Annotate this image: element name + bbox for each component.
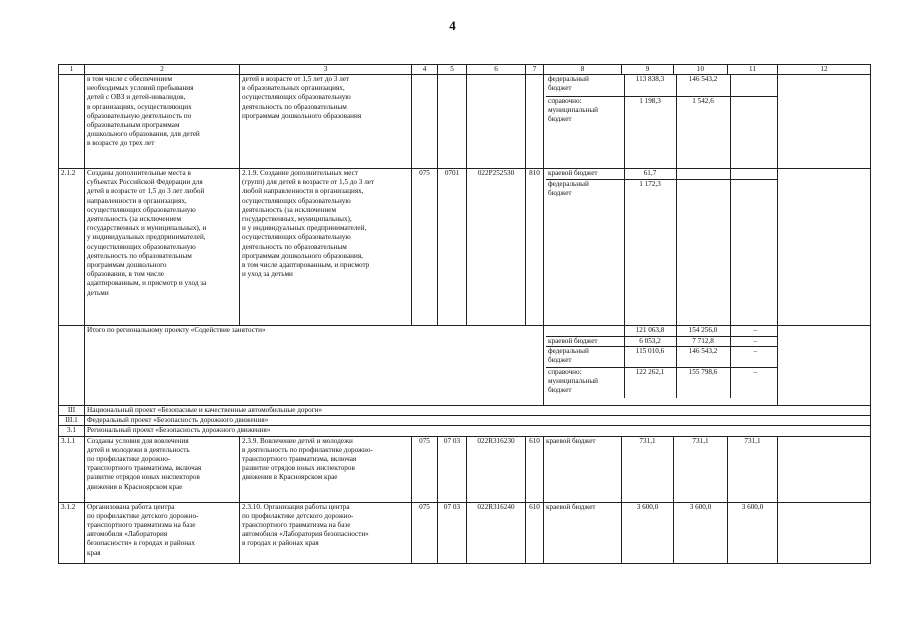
funding-row [546, 75, 778, 96]
col-header: 4 [412, 65, 438, 75]
value-cell: 115 010,6 [624, 346, 676, 367]
funding-block [544, 326, 778, 406]
col-header: 9 [622, 65, 674, 75]
value-cell [730, 179, 778, 325]
note-cell [778, 169, 871, 326]
activity-cell: детей в возрасте от 1,5 лет до 3 лет в образовательных организациях, осуществляющих образовательную деятельность по образовательным программам дошкольного образования [240, 75, 412, 169]
code-cell: 610 [526, 436, 544, 502]
result-cell: Созданы дополнительные места в субъектах Российской Федерации для детей в возрасте от 1,5 до 3 лет любой направленности в организациях, осуществляющих образовательную деятельность (за исключением государственных и муниципальных), и у индивидуальных предпринимателей, осуществляющих образовательную деятельность по образовательным программам дошкольного образования, в том числе адаптированным, и присмотр и уход за детьми [85, 169, 240, 326]
funding-block [544, 169, 778, 326]
result-cell: Организована работа центра по профилактике детского дорожно- транспортного травматизма на базе автомобиля «Лаборатория безопасности» в городах и районах края [85, 502, 240, 563]
value-cell [730, 96, 778, 168]
value-cell: 155 798,6 [676, 367, 730, 398]
note-cell [778, 436, 871, 502]
value-cell [676, 179, 730, 325]
table-row [59, 75, 871, 169]
row-number: 2.1.2 [59, 169, 85, 326]
code-cell [526, 75, 544, 169]
funding-source: справочно: муниципальный бюджет [546, 96, 624, 168]
col-header: 6 [467, 65, 526, 75]
row-number-cell [59, 326, 85, 406]
funding-source: краевой бюджет [544, 436, 622, 502]
code-cell: 022R316230 [467, 436, 526, 502]
col-header: 7 [526, 65, 544, 75]
section-number: 3.1 [59, 426, 85, 436]
value-cell: 113 838,3 [624, 75, 676, 96]
table-row [59, 436, 871, 502]
value-cell: – [730, 346, 778, 367]
code-cell: 075 [412, 436, 438, 502]
table-row [59, 169, 871, 326]
value-cell: 61,7 [624, 169, 676, 179]
value-cell: 731,1 [674, 436, 728, 502]
code-cell [467, 75, 526, 169]
col-header: 12 [778, 65, 871, 75]
col-header: 5 [438, 65, 467, 75]
col-header: 10 [674, 65, 728, 75]
result-cell: в том числе с обеспечением необходимых условий пребывания детей с ОВЗ и детей-инвалидов, в организациях, осуществляющих образовательную деятельность по образовательным программам дошкольного образования, для детей в возрасте до трех лет [85, 75, 240, 169]
section-number: III [59, 406, 85, 416]
value-cell: 146 543,2 [676, 346, 730, 367]
funding-row [546, 326, 778, 336]
code-cell: 0701 [438, 169, 467, 326]
section-title: Национальный проект «Безопасные и качественные автомобильные дороги» [85, 406, 871, 416]
funding-source: краевой бюджет [546, 336, 624, 346]
funding-row [546, 169, 778, 179]
row-number-cell [59, 75, 85, 169]
value-cell: 731,1 [728, 436, 778, 502]
col-header: 2 [85, 65, 240, 75]
funding-row [546, 336, 778, 346]
funding-row [546, 96, 778, 168]
header-row [59, 65, 871, 75]
value-cell: 731,1 [622, 436, 674, 502]
col-header: 11 [728, 65, 778, 75]
code-cell: 075 [412, 502, 438, 563]
funding-row [546, 346, 778, 367]
row-number: 3.1.2 [59, 502, 85, 563]
value-cell: 6 053,2 [624, 336, 676, 346]
section-title: Региональный проект «Безопасность дорожного движения» [85, 426, 871, 436]
value-cell: 3 600,0 [622, 502, 674, 563]
value-cell: – [753, 326, 758, 334]
funding-source: справочно: муниципальный бюджет [546, 367, 624, 398]
value-cell: 146 543,2 [676, 75, 730, 96]
activity-cell: 2.1.9. Создание дополнительных мест (групп) для детей в возрасте от 1,5 до 3 лет любой направленности в организациях, осуществляющих образовательную деятельность (за исключением государственных, муниципальных), и у индивидуальных предпринимателей, осуществляющих образовательную деятельность по образовательным программам дошкольного образования, в том числе адаптированным, и присмотр и уход за детьми [240, 169, 412, 326]
funding-row [546, 179, 778, 325]
code-cell: 810 [526, 169, 544, 326]
code-cell: 022R316240 [467, 502, 526, 563]
note-cell [778, 75, 871, 169]
value-cell [730, 169, 778, 179]
value-cell: – [730, 336, 778, 346]
funding-source: федеральный бюджет [546, 179, 624, 325]
value-cell: 3 600,0 [674, 502, 728, 563]
program-table [58, 64, 871, 564]
total-row [59, 326, 871, 406]
code-cell: 610 [526, 502, 544, 563]
total-label: Итого по региональному проекту «Содействие занятости» [85, 326, 544, 406]
value-cell: 1 198,3 [624, 96, 676, 168]
funding-source: краевой бюджет [544, 502, 622, 563]
note-cell [778, 502, 871, 563]
code-cell: 07 03 [438, 502, 467, 563]
value-cell: 7 712,8 [676, 336, 730, 346]
value-cell [730, 75, 778, 96]
funding-block [544, 75, 778, 169]
code-cell: 07 03 [438, 436, 467, 502]
section-row [59, 416, 871, 426]
funding-source: федеральный бюджет [546, 346, 624, 367]
funding-source: краевой бюджет [546, 169, 624, 179]
col-header: 1 [59, 65, 85, 75]
value-cell: 1 172,3 [624, 179, 676, 325]
page-number: 4 [449, 18, 456, 33]
row-number: 3.1.1 [59, 436, 85, 502]
note-cell [778, 326, 871, 406]
activity-cell: 2.3.10. Организация работы центра по профилактике детского дорожно- транспортного травматизма на базе автомобиля «Лаборатория безопасности» в городах и районах края [240, 502, 412, 563]
activity-cell: 2.3.9. Вовлечение детей и молодежи в деятельность по профилактике дорожно- транспортного травматизма, включая развитие отрядов юных инспекторов движения в Красноярском крае [240, 436, 412, 502]
section-title: Федеральный проект «Безопасность дорожного движения» [85, 416, 871, 426]
value-cell: 154 256,0 [676, 326, 730, 336]
value-cell: 122 262,1 [624, 367, 676, 398]
funding-row [546, 367, 778, 398]
section-row [59, 406, 871, 416]
col-header: 8 [544, 65, 622, 75]
result-cell: Созданы условия для вовлечения детей и молодежи в деятельность по профилактике дорожно- транспортного травматизма, включая развитие отрядов юных инспекторов движения в Красноярском крае [85, 436, 240, 502]
value-cell: 3 600,0 [728, 502, 778, 563]
code-cell: 022P252530 [467, 169, 526, 326]
value-cell [676, 169, 730, 179]
value-cell: – [730, 367, 778, 398]
section-row [59, 426, 871, 436]
table-row [59, 502, 871, 563]
col-header: 3 [240, 65, 412, 75]
value-cell: 121 063,8 [624, 326, 676, 336]
funding-source [546, 326, 624, 336]
code-cell [412, 75, 438, 169]
funding-source: федеральный бюджет [546, 75, 624, 96]
section-number: III.1 [59, 416, 85, 426]
code-cell [438, 75, 467, 169]
value-cell: 1 542,6 [676, 96, 730, 168]
code-cell: 075 [412, 169, 438, 326]
